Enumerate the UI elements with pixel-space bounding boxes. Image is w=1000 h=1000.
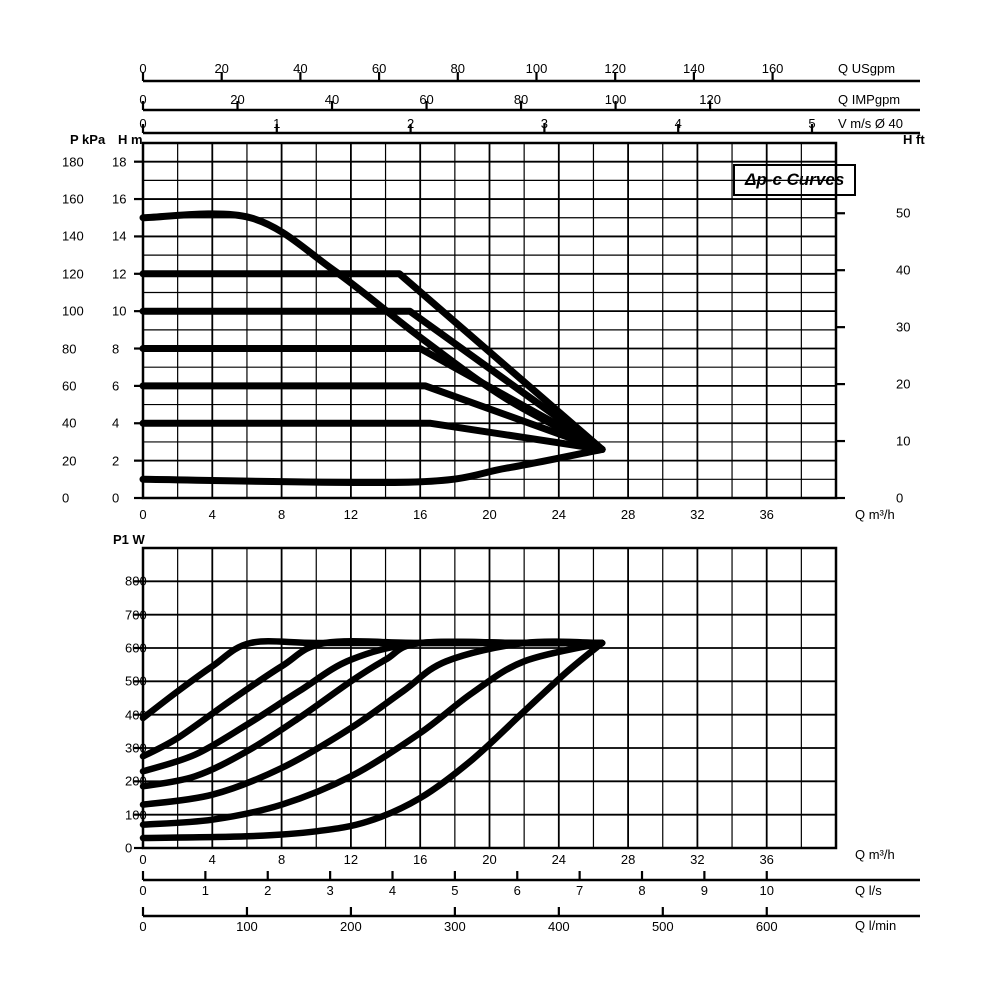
tick-p1-w-700: 700: [125, 607, 147, 623]
tick-h-ft-20: 20: [896, 376, 911, 392]
tick-q-ls-8: 8: [638, 883, 646, 898]
tick-q-m3h-bot-20: 20: [482, 852, 497, 867]
tick-p1-w-800: 800: [125, 573, 147, 589]
tick-q-ls-0: 0: [139, 883, 147, 898]
tick-q-m3h-bot-24: 24: [551, 852, 567, 867]
tick-q-m3h-top-20: 20: [482, 507, 497, 522]
tick-impgpm-100: 100: [604, 92, 627, 107]
tick-vms-3: 3: [540, 116, 549, 131]
tick-p-kpa-120: 120: [62, 266, 84, 282]
tick-usgpm-100: 100: [525, 61, 548, 76]
tick-q-m3h-bot-32: 32: [690, 852, 705, 867]
tick-q-lmin-400: 400: [547, 919, 570, 934]
tick-q-ls-1: 1: [201, 883, 209, 898]
legend-label: Δp-c Curves: [745, 170, 845, 189]
tick-q-lmin-600: 600: [755, 919, 778, 934]
tick-q-m3h-top-24: 24: [551, 507, 567, 522]
tick-h-ft-40: 40: [896, 262, 911, 278]
tick-q-m3h-bot-4: 4: [208, 852, 216, 867]
tick-h-ft-0: 0: [896, 490, 904, 506]
tick-p-kpa-0: 0: [62, 490, 70, 506]
tick-q-m3h-top-16: 16: [412, 507, 428, 522]
chart1-grid: [143, 143, 836, 498]
tick-p-kpa-100: 100: [62, 303, 84, 319]
tick-usgpm-120: 120: [604, 61, 627, 76]
tick-q-ls-7: 7: [576, 883, 584, 898]
tick-q-m3h-top-8: 8: [277, 507, 286, 522]
tick-q-m3h-top-4: 4: [208, 507, 216, 522]
axis-label-p: P kPa: [70, 132, 106, 147]
tick-q-ls-3: 3: [326, 883, 334, 898]
tick-impgpm-40: 40: [324, 92, 340, 107]
tick-p-kpa-60: 60: [62, 378, 77, 394]
tick-q-m3h-bot-16: 16: [412, 852, 428, 867]
tick-q-lmin-0: 0: [139, 919, 147, 934]
tick-q-m3h-top-12: 12: [343, 507, 359, 522]
axis-label-h-ft: H ft: [903, 132, 925, 147]
tick-q-m3h-bot-8: 8: [277, 852, 286, 867]
tick-q-m3h-bot-36: 36: [759, 852, 774, 867]
tick-q-ls-5: 5: [451, 883, 459, 898]
tick-q-lmin-200: 200: [340, 919, 362, 934]
tick-h-m-4: 4: [112, 415, 120, 431]
tick-vms-1: 1: [273, 116, 281, 131]
tick-p-kpa-140: 140: [62, 228, 84, 244]
tick-impgpm-20: 20: [230, 92, 245, 107]
tick-usgpm-20: 20: [214, 61, 229, 76]
tick-vms-0: 0: [139, 116, 147, 131]
tick-h-m-6: 6: [112, 378, 120, 394]
tick-q-m3h-top-0: 0: [139, 507, 147, 522]
tick-p1-w-400: 400: [125, 707, 147, 723]
tick-p-kpa-160: 160: [62, 191, 84, 207]
tick-h-m-2: 2: [112, 453, 120, 469]
tick-p1-w-600: 600: [125, 640, 147, 656]
tick-q-lmin-500: 500: [651, 919, 674, 934]
tick-p-kpa-40: 40: [62, 415, 77, 431]
tick-impgpm-120: 120: [699, 92, 721, 107]
tick-usgpm-0: 0: [139, 61, 147, 76]
tick-q-lmin-300: 300: [444, 919, 466, 934]
tick-h-ft-10: 10: [896, 433, 911, 449]
tick-vms-4: 4: [674, 116, 682, 131]
tick-q-ls-6: 6: [513, 883, 521, 898]
tick-h-ft-30: 30: [896, 319, 911, 335]
tick-h-m-0: 0: [112, 490, 120, 506]
tick-h-m-18: 18: [112, 154, 127, 170]
tick-h-ft-50: 50: [896, 205, 911, 221]
tick-q-m3h-bot-12: 12: [343, 852, 359, 867]
tick-impgpm-80: 80: [513, 92, 529, 107]
tick-q-m3h-top-32: 32: [690, 507, 705, 522]
tick-q-ls-9: 9: [700, 883, 708, 898]
tick-impgpm-60: 60: [419, 92, 434, 107]
axis-label-q-lmin: Q l/min: [855, 918, 897, 933]
chart2-grid: [143, 548, 836, 848]
tick-p1-w-300: 300: [125, 740, 147, 756]
tick-q-ls-10: 10: [759, 883, 774, 898]
tick-h-m-14: 14: [112, 228, 127, 244]
tick-q-ls-4: 4: [388, 883, 397, 898]
tick-impgpm-0: 0: [139, 92, 147, 107]
tick-h-m-8: 8: [112, 341, 120, 357]
axis-label-q-ls: Q l/s: [855, 883, 882, 898]
axis-label-q-impgpm: Q IMPgpm: [838, 92, 901, 107]
axis-label-h-m: H m: [118, 132, 143, 147]
tick-p1-w-0: 0: [125, 840, 133, 856]
tick-vms-2: 2: [406, 116, 415, 131]
tick-q-m3h-bot-0: 0: [139, 852, 147, 867]
axis-label-q-m3h-chart2: Q m³/h: [855, 847, 895, 862]
tick-q-m3h-bot-28: 28: [620, 852, 636, 867]
tick-usgpm-80: 80: [450, 61, 466, 76]
axis-label-v-ms: V m/s Ø 40: [838, 116, 904, 131]
tick-vms-5: 5: [808, 116, 816, 131]
axis-label-q-m3h-chart1: Q m³/h: [855, 507, 895, 522]
tick-p-kpa-80: 80: [62, 341, 77, 357]
tick-h-m-10: 10: [112, 303, 127, 319]
tick-usgpm-60: 60: [371, 61, 387, 76]
tick-p1-w-500: 500: [125, 673, 147, 689]
tick-q-m3h-top-36: 36: [759, 507, 774, 522]
tick-p1-w-100: 100: [125, 807, 147, 823]
tick-q-m3h-top-28: 28: [620, 507, 636, 522]
tick-p1-w-200: 200: [125, 773, 147, 789]
tick-usgpm-40: 40: [293, 61, 308, 76]
tick-p-kpa-20: 20: [62, 453, 77, 469]
axis-label-p1-w: P1 W: [113, 532, 145, 547]
tick-q-lmin-100: 100: [236, 919, 258, 934]
tick-usgpm-160: 160: [761, 61, 784, 76]
axis-label-q-usgpm: Q USgpm: [838, 61, 896, 76]
tick-q-ls-2: 2: [264, 883, 272, 898]
tick-h-m-12: 12: [112, 266, 127, 282]
tick-p-kpa-180: 180: [62, 154, 84, 170]
tick-usgpm-140: 140: [683, 61, 705, 76]
tick-h-m-16: 16: [112, 191, 127, 207]
